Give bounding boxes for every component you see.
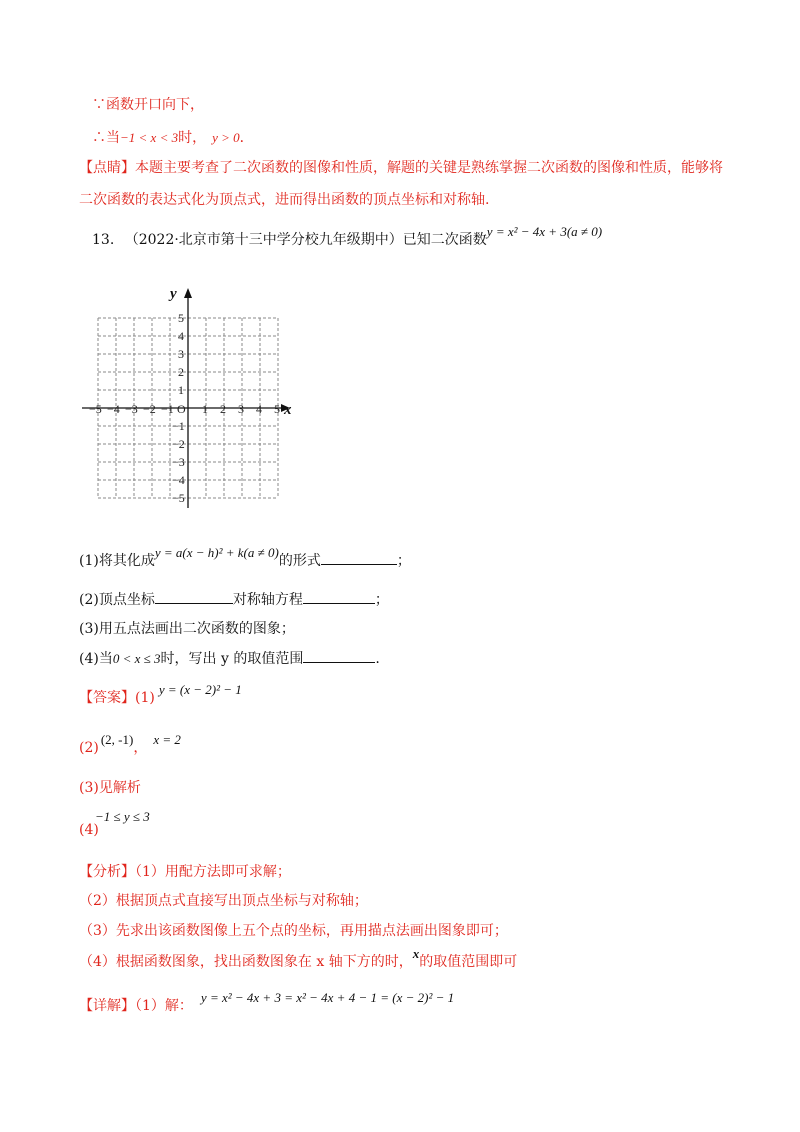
problem-source: （2022·北京市第十三中学分校九年级期中）已知二次函数 <box>124 232 487 248</box>
x-tick-label: 1 <box>202 402 208 416</box>
answer-4-expression: −1 ≤ y ≤ 3 <box>95 809 150 824</box>
detail-label: 【详解】 <box>79 998 135 1014</box>
y-tick-label: 4 <box>178 329 184 343</box>
y-tick-label: 5 <box>178 311 184 325</box>
analysis-3: （3）先求出该函数图像上五个点的坐标，再用描点法画出图象即可； <box>79 923 508 939</box>
x-tick-label: 5 <box>274 402 280 416</box>
q1-expression: y = a(x − h)² + k(a ≠ 0) <box>154 545 279 560</box>
x-axis-label: x <box>284 402 292 418</box>
detail-p1: （1）解： <box>135 998 193 1014</box>
q4-answer-blank[interactable] <box>303 648 375 663</box>
x-tick-label: −4 <box>107 402 120 416</box>
answer-2-number: (2) <box>79 740 99 756</box>
q1-suffix: 的形式 <box>278 553 321 569</box>
analysis-p4-suffix: 的取值范围即可 <box>419 954 518 970</box>
since-text: ∵函数开口向下， <box>92 97 204 113</box>
since-line <box>92 95 204 115</box>
answer-3: (3)见解析 <box>79 780 141 796</box>
question-3: (3)用五点法画出二次函数的图象； <box>79 621 295 637</box>
q4-mid: 时，写出 y 的取值范围 <box>160 651 304 667</box>
y-tick-label: −2 <box>172 437 185 451</box>
answer-2-axis: x = 2 <box>153 732 181 747</box>
detail-expression: y = x² − 4x + 3 = x² − 4x + 4 − 1 = (x − 2)² − 1 <box>200 990 455 1005</box>
q4-prefix: (4)当 <box>79 651 113 667</box>
detail-1 <box>79 990 455 1016</box>
q2-vertex-blank[interactable] <box>155 589 233 604</box>
y-tick-label: 2 <box>178 365 184 379</box>
y-tick-label: 1 <box>178 383 184 397</box>
y-axis-arrow <box>184 288 192 298</box>
comment-line-1: 【点睛】本题主要考查了二次函数的图像和性质，解题的关键是熟练掌握二次函数的图像和性质，能够将 <box>79 160 723 176</box>
therefore-prefix: ∴当 <box>92 130 120 146</box>
x-tick-label: −5 <box>89 402 102 416</box>
problem-number: 13. <box>92 232 115 248</box>
answer-1-expression: y = (x − 2)² − 1 <box>158 682 242 697</box>
analysis-p4-prefix: （4）根据函数图象，找出函数图象在 x 轴下方的时， <box>79 954 413 970</box>
answer-4-number: (4) <box>79 822 99 838</box>
problem-statement <box>92 224 603 250</box>
therefore-end: ． <box>239 130 254 146</box>
y-axis-label: y <box>170 286 177 302</box>
y-tick-label: −4 <box>172 473 185 487</box>
answer-2-vertex: (2, -1) <box>100 732 134 747</box>
answer-2-separator: ， <box>133 740 148 756</box>
origin-label: O <box>177 402 186 416</box>
q1-end: ； <box>396 553 411 569</box>
analysis-2: （2）根据顶点式直接写出顶点坐标与对称轴； <box>79 893 368 909</box>
q4-end: . <box>375 651 380 667</box>
analysis-p4-var: x <box>412 946 420 961</box>
x-tick-label: 2 <box>220 402 226 416</box>
answer-1-number: (1) <box>135 690 155 706</box>
x-tick-label: −2 <box>143 402 156 416</box>
q1-answer-blank[interactable] <box>321 550 397 565</box>
therefore-condition: −1 < x < 3 <box>120 130 179 145</box>
q2-end: ； <box>374 592 389 608</box>
analysis-1 <box>79 862 291 882</box>
analysis-label: 【分析】 <box>79 864 135 880</box>
answer-label: 【答案】 <box>79 690 135 706</box>
x-tick-label: −1 <box>161 402 174 416</box>
y-tick-label: 3 <box>178 347 184 361</box>
x-tick-label: 3 <box>238 402 244 416</box>
x-tick-label: 4 <box>256 402 262 416</box>
q1-prefix: (1)将其化成 <box>79 553 155 569</box>
y-tick-label: −1 <box>172 419 185 433</box>
coordinate-grid <box>78 282 298 512</box>
q2-prefix: (2)顶点坐标 <box>79 592 155 608</box>
y-tick-label: −3 <box>172 455 185 469</box>
therefore-mid: 时， <box>178 130 207 146</box>
question-4 <box>79 648 380 669</box>
problem-function: y = x² − 4x + 3(a ≠ 0) <box>486 224 603 239</box>
q4-condition: 0 < x ≤ 3 <box>112 651 161 666</box>
therefore-result: y > 0 <box>212 130 240 145</box>
q2-mid: 对称轴方程 <box>232 592 303 608</box>
question-1 <box>79 545 411 571</box>
answer-1 <box>79 682 242 708</box>
question-2 <box>79 589 389 610</box>
analysis-4 <box>79 946 518 972</box>
therefore-line <box>92 128 254 148</box>
analysis-p1: （1）用配方法即可求解； <box>135 864 291 880</box>
answer-2 <box>79 732 181 758</box>
comment-line-2: 二次函数的表达式化为顶点式，进而得出函数的顶点坐标和对称轴. <box>79 192 490 208</box>
q2-axis-blank[interactable] <box>303 589 375 604</box>
x-tick-label: −3 <box>125 402 138 416</box>
y-tick-label: −5 <box>172 491 185 505</box>
